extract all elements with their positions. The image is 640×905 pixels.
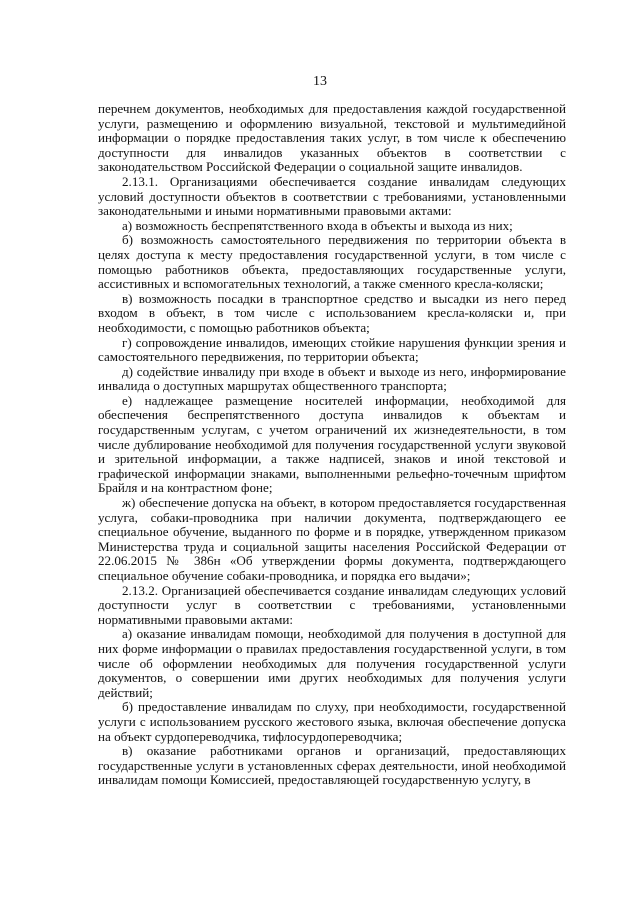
paragraph: в) оказание работниками органов и организаций, предоставляющих государственные услуги в установленных сферах деятельности, иной необходимой инвалидам помощи Комиссией, предоставляющей государственную услугу, в [98,743,566,788]
paragraph: в) возможность посадки в транспортное средство и высадки из него перед входом в объект, в том числе с использованием кресла-коляски и, при необходимости, с помощью работников объекта; [98,290,566,335]
paragraph: д) содействие инвалиду при входе в объект и выходе из него, информирование инвалида о доступных маршрутах общественного транспорта; [98,363,566,394]
paragraph: перечнем документов, необходимых для предоставления каждой государственной услуги, размещению и оформлению визуальной, текстовой и мультимедийной информации о порядке предоставления таких услуг, в том числе к обеспечению доступности для инвалидов указанных объектов в соответствии с законодательством Российской Федерации о социальной защите инвалидов. [98,101,566,175]
paragraph: 2.13.2. Организацией обеспечивается создание инвалидам следующих условий доступности услуг в соответствии с требованиями, установленными нормативными правовыми актами: [98,582,566,627]
paragraph: а) возможность беспрепятственного входа в объекты и выхода из них; [122,217,513,233]
page-number: 13 [313,74,327,89]
paragraph: 2.13.1. Организациями обеспечивается создание инвалидам следующих условий доступности объектов в соответствии с требованиями, установленными законодательными и иными нормативными правовыми актами: [98,173,566,219]
paragraph: ж) обеспечение допуска на объект, в котором предоставляется государственная услуга, собаки-проводника при наличии документа, подтверждающего ее специальное обучение, выданного по форме и в порядке, утвержденном приказом Министерства труда и социальной защиты населения Российской Федерации от 22.06.2015 № 386н «Об утверждении формы документа, подтверждающего специальное обучение собаки-проводника, и порядка его выдачи»; [98,495,566,583]
paragraph: г) сопровождение инвалидов, имеющих стойкие нарушения функции зрения и самостоятельного передвижения, по территории объекта; [98,334,566,365]
document-body [98,102,566,788]
paragraph: б) предоставление инвалидам по слуху, при необходимости, государственной услуги с использованием русского жестового языка, включая обеспечение допуска на объект сурдопереводчика, тифлосурдопереводчика; [98,699,566,744]
paragraph: е) надлежащее размещение носителей информации, необходимой для обеспечения беспрепятственного доступа инвалидов к объектам и государственным услугам, с учетом ограничений их жизнедеятельности, в том числе дублирование необходимой для получения государственной услуги звуковой и зрительной информации, а также надписей, знаков и иной текстовой и графической информации знаками, выполненными рельефно-точечным шрифтом Брайля и на контрастном фоне; [98,392,566,496]
paragraph: б) возможность самостоятельного передвижения по территории объекта в целях доступа к месту предоставления государственной услуги, в том числе с помощью работников объекта, предоставляющих государственные услуги, ассистивных и вспомогательных технологий, а также сменного кресла-коляски; [98,232,566,292]
paragraph: а) оказание инвалидам помощи, необходимой для получения в доступной для них форме информации о правилах предоставления государственной услуги, в том числе об оформлении необходимых для получения государственной услуги документов, о совершении ими других необходимых для получения услуги действий; [98,626,566,700]
